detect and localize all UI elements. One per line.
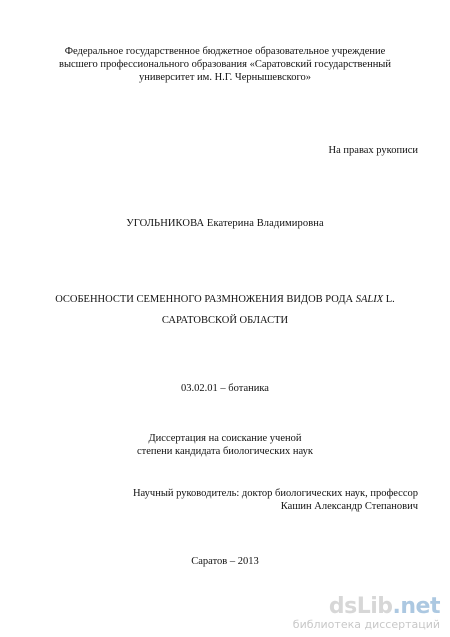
specialty-code: 03.02.01 – ботаника — [181, 383, 269, 394]
organization-line-3: университет им. Н.Г. Чернышевского» — [139, 72, 311, 83]
organization-line-2: высшего профессионального образования «Саратовский государственный — [59, 59, 391, 70]
dissertation-degree — [0, 432, 450, 458]
title-line-1-suffix: L. — [383, 294, 395, 305]
watermark-brand-part-1: dsLib — [328, 594, 393, 619]
title-line-1-text: ОСОБЕННОСТИ СЕМЕННОГО РАЗМНОЖЕНИЯ ВИДОВ РОДА — [55, 294, 356, 305]
title-genus-italic: SALIX — [355, 294, 384, 305]
dissertation-title — [0, 289, 450, 331]
watermark-logo — [293, 595, 440, 619]
degree-line-1: Диссертация на соискание ученой — [148, 433, 302, 444]
degree-line-2: степени кандидата биологических наук — [136, 446, 313, 457]
supervisor-line-1: Научный руководитель: доктор биологических наук, профессор — [132, 488, 418, 499]
title-line-1 — [0, 289, 450, 310]
dslib-watermark — [293, 595, 440, 631]
organization-header — [20, 45, 430, 84]
watermark-brand-part-2: .net — [392, 594, 440, 619]
watermark-subtitle: библиотека диссертаций — [292, 618, 440, 631]
supervisor-line-2: Кашин Александр Степанович — [280, 501, 418, 512]
city-year: Саратов – 2013 — [191, 556, 259, 567]
author-name: УГОЛЬНИКОВА Екатерина Владимировна — [126, 218, 324, 229]
title-line-2: САРАТОВСКОЙ ОБЛАСТИ — [161, 315, 289, 326]
supervisor-block — [133, 487, 418, 513]
organization-line-1: Федеральное государственное бюджетное образовательное учреждение — [64, 46, 386, 57]
rights-notice: На правах рукописи — [328, 145, 418, 156]
